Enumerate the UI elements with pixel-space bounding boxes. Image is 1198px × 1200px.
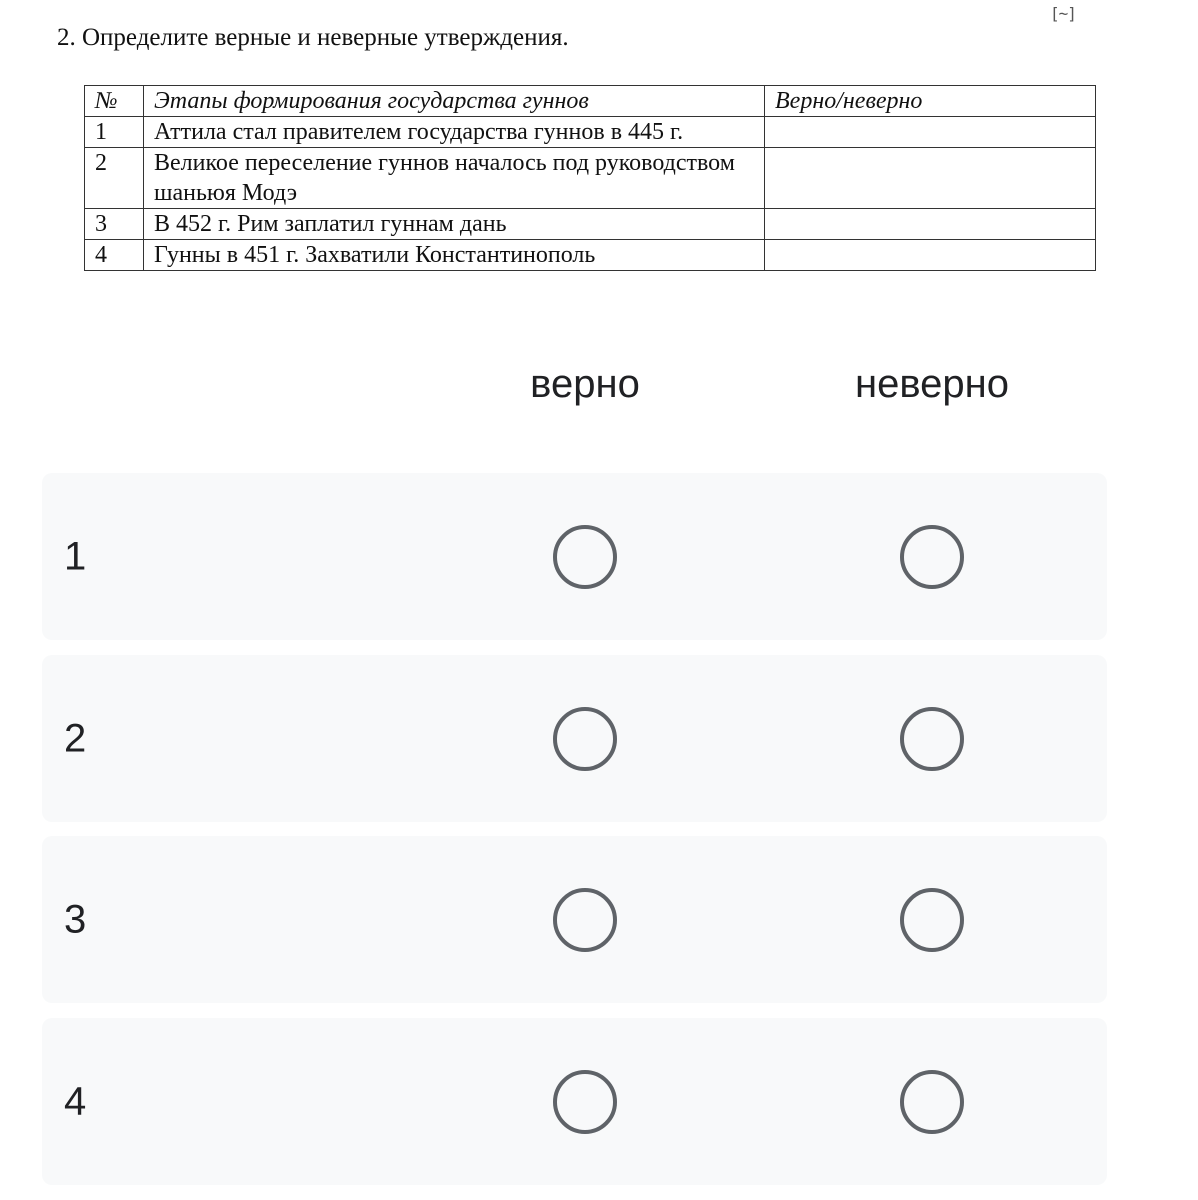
grid-row-label: 1: [64, 534, 87, 578]
grid-row-4: [42, 1018, 1107, 1185]
grid-row-label: 3: [64, 897, 87, 941]
table-row: [85, 148, 1096, 209]
row-verdict: [765, 117, 1096, 148]
corner-mark: [~]: [1050, 4, 1076, 23]
header-number: №: [85, 86, 144, 117]
row-number: 4: [85, 240, 144, 271]
radio-row-4-true[interactable]: [553, 1070, 617, 1134]
row-number: 3: [85, 209, 144, 240]
table-row: [85, 117, 1096, 148]
row-number: 2: [85, 148, 144, 209]
row-statement: Гунны в 451 г. Захватили Константинополь: [144, 240, 765, 271]
row-statement: В 452 г. Рим заплатил гуннам дань: [144, 209, 765, 240]
radio-row-3-true[interactable]: [553, 888, 617, 952]
radio-row-4-false[interactable]: [900, 1070, 964, 1134]
grid-row-3: [42, 836, 1107, 1003]
row-verdict: [765, 240, 1096, 271]
task-title: 2. Определите верные и неверные утверждения.: [57, 24, 569, 51]
grid-row-label: 2: [64, 716, 87, 760]
table-row: [85, 240, 1096, 271]
row-verdict: [765, 209, 1096, 240]
table-row: [85, 209, 1096, 240]
row-statement: Великое переселение гуннов началось под руководством шаньюя Модэ: [144, 148, 765, 209]
row-number: 1: [85, 117, 144, 148]
radio-row-1-false[interactable]: [900, 525, 964, 589]
header-verdict: Верно/неверно: [765, 86, 1096, 117]
radio-row-3-false[interactable]: [900, 888, 964, 952]
radio-row-2-false[interactable]: [900, 707, 964, 771]
row-verdict: [765, 148, 1096, 209]
radio-row-2-true[interactable]: [553, 707, 617, 771]
header-stages: Этапы формирования государства гуннов: [144, 86, 765, 117]
column-header-false: неверно: [855, 362, 1009, 406]
statements-table: [84, 85, 1096, 271]
grid-row-2: [42, 655, 1107, 822]
grid-row-1: [42, 473, 1107, 640]
column-header-true: верно: [530, 362, 640, 406]
table-header-row: [85, 86, 1096, 117]
row-statement: Аттила стал правителем государства гуннов в 445 г.: [144, 117, 765, 148]
grid-row-label: 4: [64, 1079, 87, 1123]
radio-row-1-true[interactable]: [553, 525, 617, 589]
